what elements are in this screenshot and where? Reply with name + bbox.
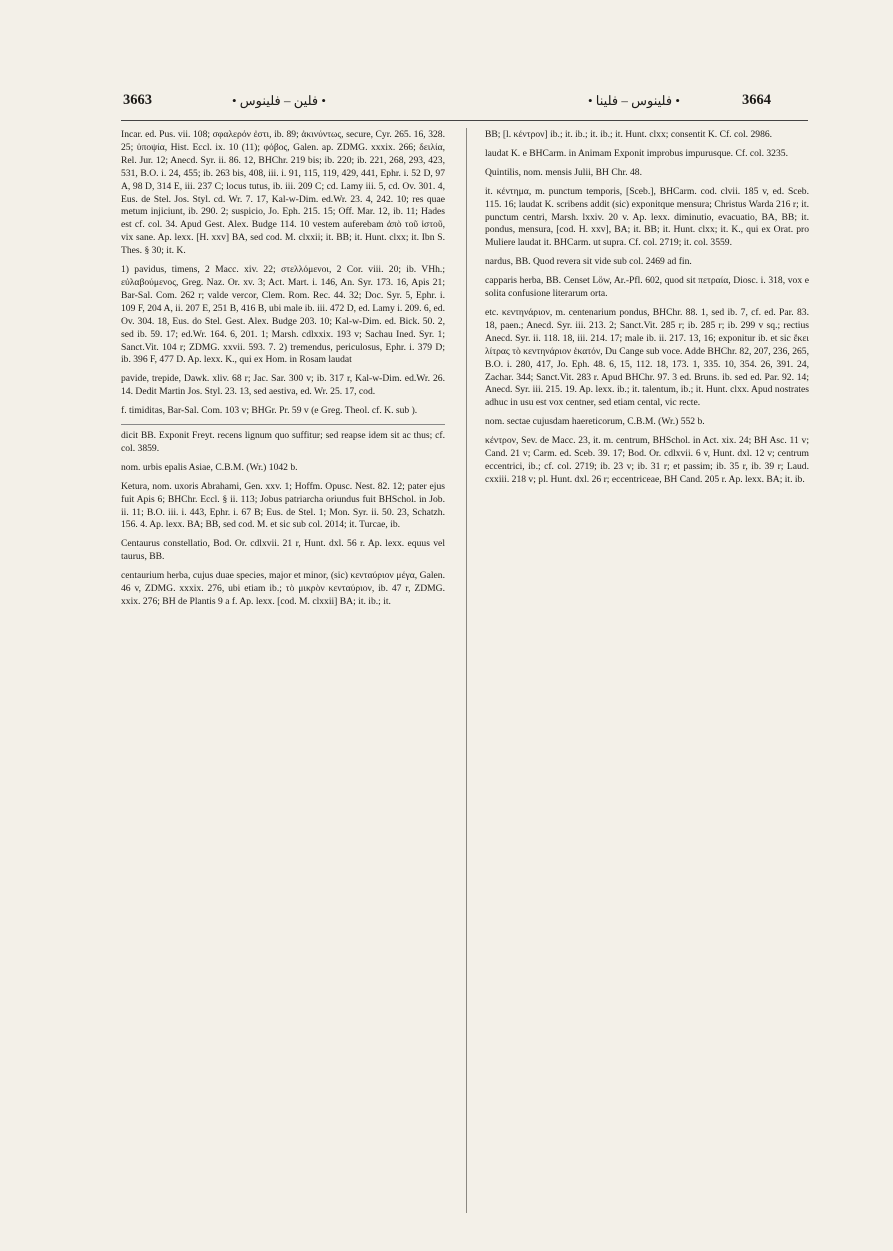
- entry-text: laudat K. e BHCarm. in Animam Exponit improbus impurusque. Cf. col. 3235.: [485, 147, 788, 159]
- header-rule: [121, 120, 808, 121]
- entry-text: etc. κεντηνάριον, m. centenarium pondus, BHChr. 88. 1, sed ib. 7, cf. ed. Par. 83. 18, paen.; Anecd. Syr. iii. 213. 2; Sanct.Vit. 285 r; ib. 285 r; ib. 299 v sq.; rectius Anecd. Syr. ii. 118. 18, iii. 214. 17; male ib. ii. 217. 13, 16; exponitur ib. et sic ἔκει λίτρας τὸ κεντηνάριον ἑκατόν, Du Cange sub voce. Adde BHChr. 82, 207, 236, 265, B.O. i. 280, 417, Jo. Eph. 48. 6, 15, 112. 18, 173. 1, 335. 10, 354. 26, 391. 24, Zachar. 344; Sanct.Vit. 283 r. Apud BHChr. 97. 3 ed. Bruns. ib. sed ed. Par. 92. 14; Anecd. Syr. iii. 215. 19. Ap. lexx. ib.; it. talentum, ib.; it. Hunt. clxx. Apud nostrates adhuc in usu est vox centner, sed etiam cental, vic recte.: [485, 306, 809, 409]
- page-header: [0, 92, 893, 118]
- entry-text: centaurium herba, cujus duae species, major et minor, (sic) κενταύριον μέγα, Galen. 46 v, ZDMG. xxxix. 276, ubi etiam ib.; τὸ μικρὸν κενταύριον, ib. 47 r, ZDMG. xxix. 276; BH de Plantis 9 a f. Ap. lexx. [cod. M. clxxii] BA; it. ib.; it.: [121, 570, 445, 607]
- entry-text: capparis herba, BB. Censet Löw, Ar.-Pfl. 602, quod sit πετραία, Diosc. i. 318, vox e solita confusione literarum orta.: [485, 275, 809, 300]
- entry-text: pavide, trepide, Dawk. xliv. 68 r; Jac. Sar. 300 v; ib. 317 r, Kal-w-Dim. ed.Wr. 26. 14. Dedit Martin Jos. Styl. 23. 13, sed aestiva, ed. Wr. 25. 17, cod.: [121, 373, 445, 398]
- entry-text: nardus, BB. Quod revera sit vide sub col. 2469 ad fin.: [485, 256, 692, 268]
- entry-text: Ketura, nom. uxoris Abrahami, Gen. xxv. 1; Hoffm. Opusc. Nest. 82. 12; pater ejus fuit Apis 6; BHChr. Eccl. § ii. 113; Jobus patriarcha oriundus fuit BHSchol. in Job. ii. 11; B.O. iii. i. 443, Ephr. i. 67 B; Eus. de Stel. 1; Mon. Syr. ii. 50. 23, Schatzh. 156. 4. Ap. lexx. BA; BB, sed cod. M. et sic sub col. 2014; it. Turcae, ib.: [121, 480, 445, 531]
- entry-text: Centaurus constellatio, Bod. Or. cdlxvii. 21 r, Hunt. dxl. 56 r. Ap. lexx. equus vel taurus, BB.: [121, 538, 445, 563]
- right-column: [485, 129, 809, 1214]
- right-running-head: • فلينوس – فلينا •: [588, 93, 680, 108]
- entry-text: nom. sectae cujusdam haereticorum, C.B.M. (Wr.) 552 b.: [485, 416, 705, 428]
- entry-text: dicit BB. Exponit Freyt. recens lignum quo suffitur; sed reapse idem sit ac thus; cf. col. 3859.: [121, 424, 445, 456]
- entry-text: it. κέντημα, m. punctum temporis, [Sceb.], BHCarm. cod. clvii. 185 v, ed. Sceb. 115. 16; laudat K. scribens addit (sic) exponitque mensura; Christus Warda 216 r; it. punctum centri, Marsh. lxxiv. 20 v. Ap. lexx. diminutio, evacuatio, BA, BB; it. pondus, mensura, [cod. H. xxv], BA; it. BB; it. Hunt. clxx; it. K., qui ex Orat. pro Muliere laudat it. BHCarm. ut supra. Cf. col. 2719; it. col. 3559.: [485, 185, 809, 249]
- entry-text: Incar. ed. Pus. vii. 108; σφαλερόν ἐστι, ib. 89; ἀκινύντως, secure, Cyr. 265. 16, 328. 25; ὑποψία, Hist. Eccl. ix. 10 (11); φόβος, Galen. ap. ZDMG. xxxix. 266; δειλία, Rel. Jur. 12; Anecd. Syr. ii. 86. 12, BHChr. 219 bis; ib. 220; ib. 221, 268, 293, 423, 531, B.O. i. 24, 455; ib. 263 bis, 408, iii. i. 91, 115, 119, 429, 441, Ephr. i. 52 D, 97 A, 98 D, 314 E, iii. 237 C; locus tutus, ib. iii. 209 C; cd. Lamy iii. 5, cd. Ov. 301. 4, Eus. de Stel. Jos. Styl. cd. Wr. 7. 17, Kal-w-Dim. ed.Wr. 23. 4, 242. 10; res quae metum injiciunt, ib. 290. 2; suspicio, Jo. Eph. 215. 15; Off. Mar. 12, ib. 11; Hades est cf. col. 34. Apud Gest. Alex. Budge 114. 10 vestem auferebam ἀπὸ τοῦ ἱστοῦ, vix sane. Ap. lexx. [H. xxv] BA, sed cod. M. clxxii; it. BB; it. Hunt. clxx; it. Ibn S. Thes. § 30; it. K.: [121, 129, 445, 257]
- left-page-number: 3663: [123, 92, 152, 108]
- entry-text: BB; [l. κέντρον] ib.; it. ib.; it. ib.; it. Hunt. clxx; consentit K. Cf. col. 2986.: [485, 129, 773, 140]
- left-column: [121, 129, 445, 1214]
- entry-text: nom. urbis epalis Asiae, C.B.M. (Wr.) 1042 b.: [121, 461, 298, 473]
- left-running-head: • فلين – فلينوس •: [232, 93, 326, 108]
- entry-text: κέντρον, Sev. de Macc. 23, it. m. centrum, BHSchol. in Act. xix. 24; BH Asc. 11 v; Cand. 21 v; Carm. ed. Sceb. 39. 17; Bod. Or. cdlxvii. 6 v, Hunt. dxl. 12 v; centrum eccentrici, ib.; cf. col. 2719; ib. 23 v; ib. 31 r; et passim; ib. 35 r, ib. 39 r; Laud. cxxiii. 218 v; pl. Hunt. dxl. 26 r; eccentriceae, BH Cand. 205 r. Ap. lexx. BA; it. ib.: [485, 435, 809, 485]
- right-page-number: 3664: [742, 92, 771, 108]
- entry-text: 1) pavidus, timens, 2 Macc. xiv. 22; στελλόμενοι, 2 Cor. viii. 20; ib. VHh.; εὐλαβούμενος, Greg. Naz. Or. xv. 3; Act. Mart. i. 146, An. Syr. 173. 16, Apis 21; Bar-Sal. Com. 262 r; valde vercor, Clem. Rom. Rec. 44. 32; Doc. Syr. 5, Ephr. i. 109 F, 204 A, ii. 207 E, 251 B, 416 B, ubi male ib. iii. 472 D, ed. Lamy i. 209. 6, ed. Ov. 304. 18, Eus. do Stel. Gest. Alex. Budge 203. 10; Kal-w-Dim. ed. Bick. 50. 2, sed ib. 59. 17; ed.Wr. 164. 6, 201. 1; Marsh. cdlxxix. 193 v; Sachau Ined. Syr. 1; Sanct.Vit. 104 r; ZDMG. xxvii. 593. 7. 2) tremendus, periculosus, Ephr. i. 379 D; ib. 396 F, 477 D. Ap. lexx. K., qui ex Hom. in Rosam laudat: [121, 264, 445, 366]
- entry-text: Quintilis, nom. mensis Julii, BH Chr. 48.: [485, 166, 642, 178]
- column-divider: [466, 128, 467, 1213]
- entry-text: f. timiditas, Bar-Sal. Com. 103 v; BHGr. Pr. 59 v (e Greg. Theol. cf. K. sub ).: [121, 405, 418, 417]
